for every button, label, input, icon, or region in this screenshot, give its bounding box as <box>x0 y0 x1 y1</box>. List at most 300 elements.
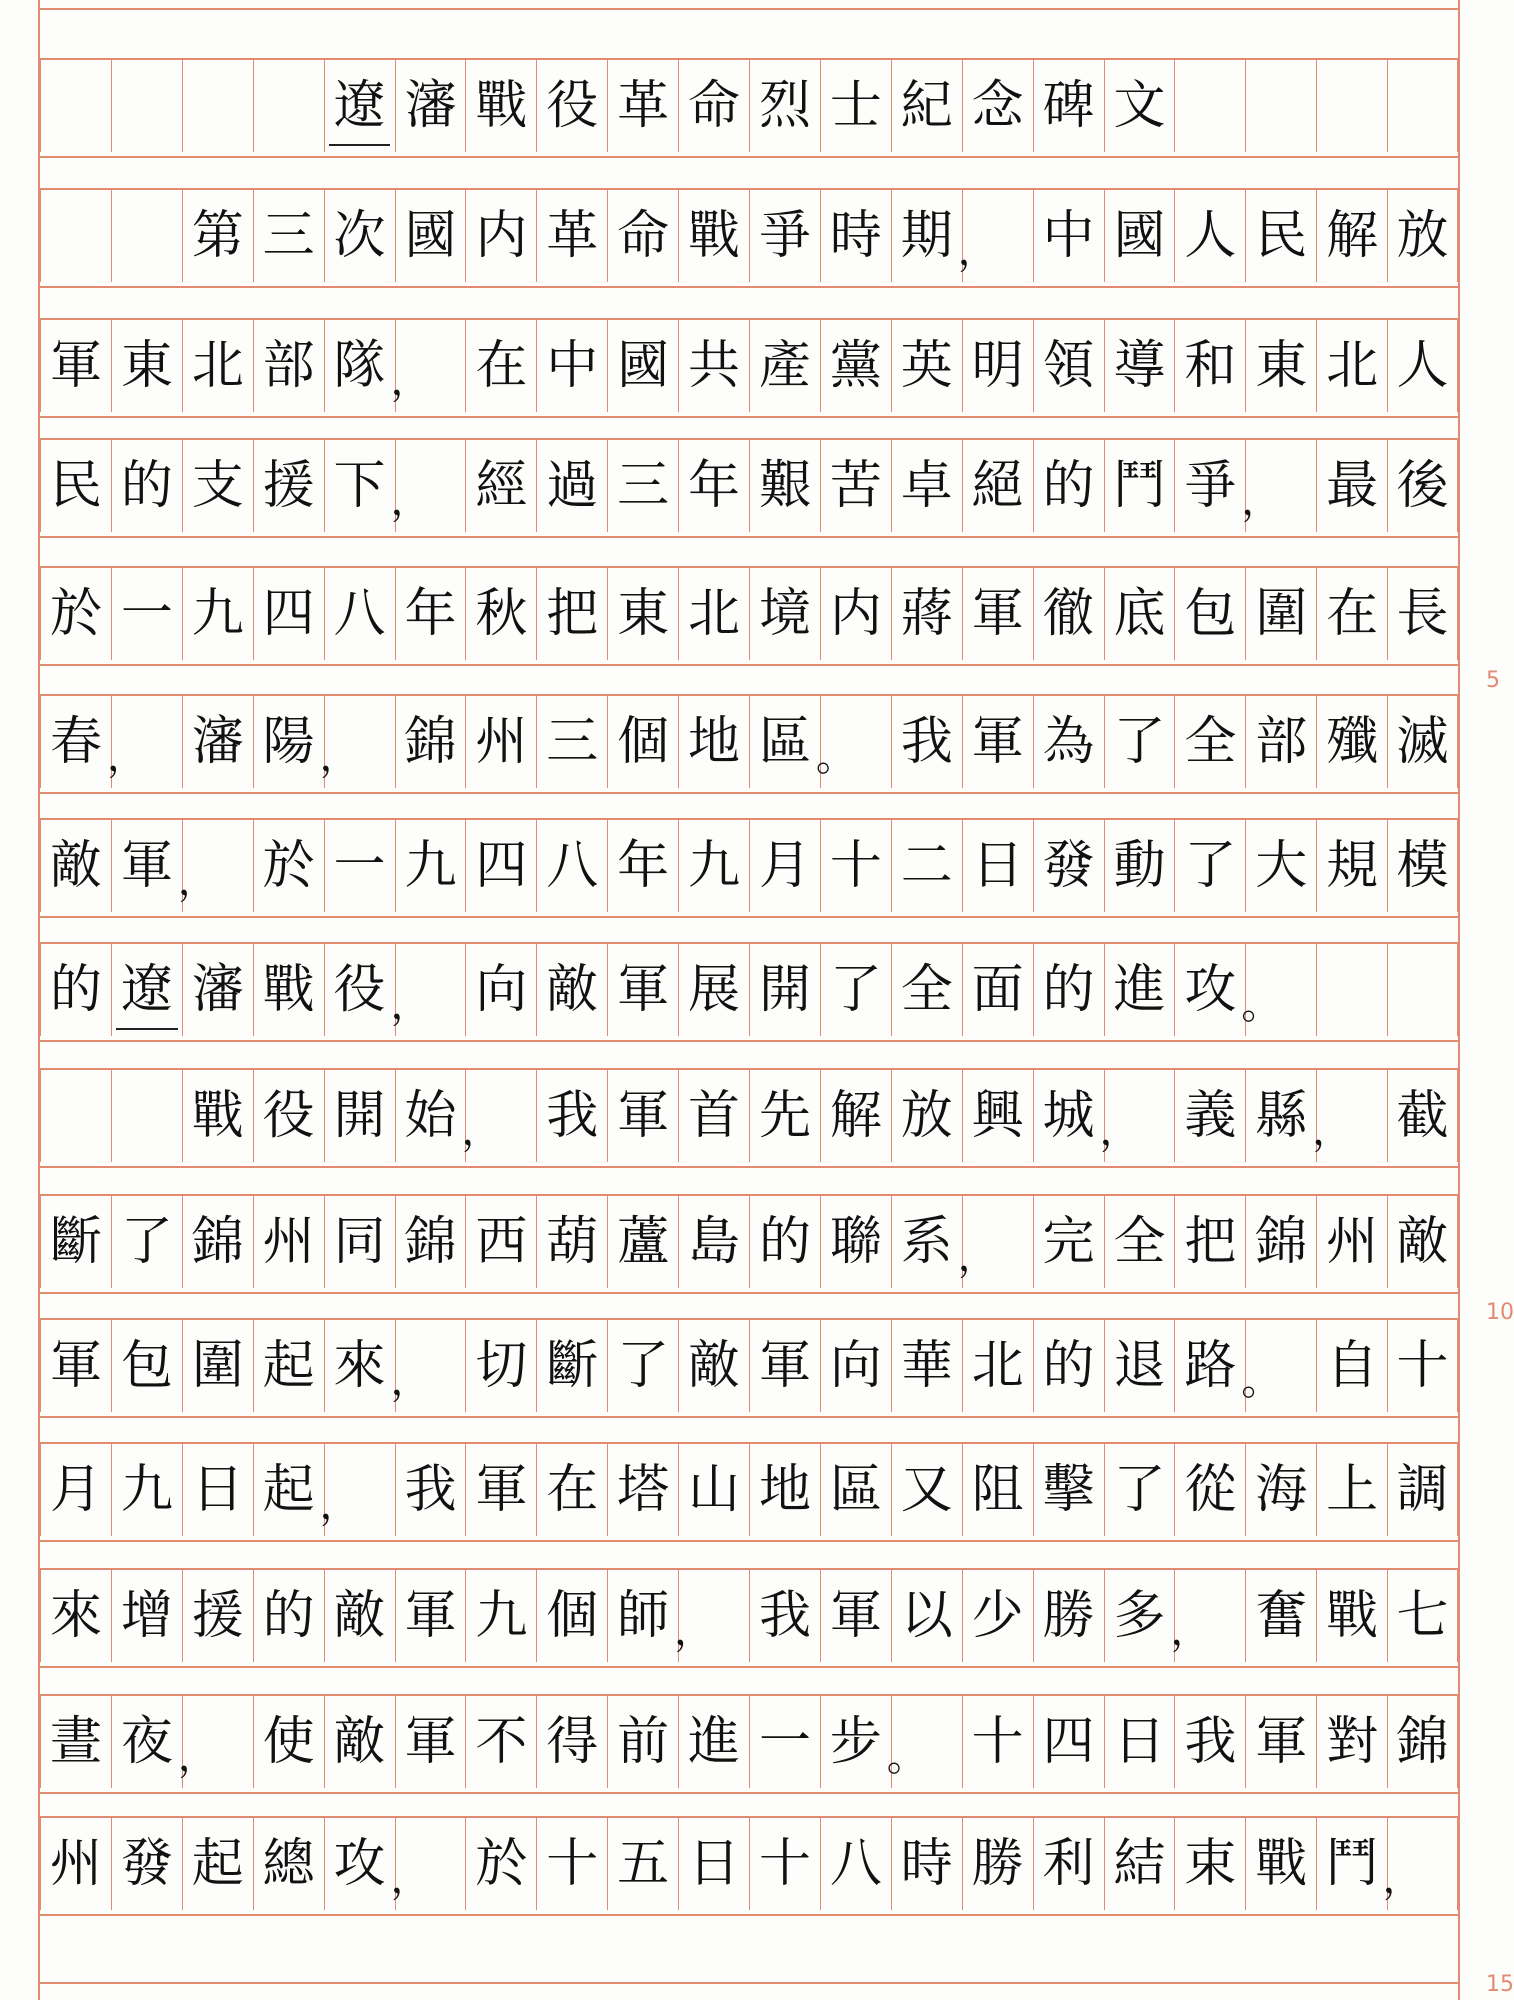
character: 了 <box>1184 836 1237 896</box>
character-cell <box>607 1696 678 1788</box>
character: 民 <box>49 456 102 516</box>
character-cell <box>1033 944 1104 1036</box>
empty-cell <box>1245 60 1316 152</box>
character-cell <box>111 1196 182 1288</box>
character-cell <box>1387 1320 1458 1412</box>
character: 的 <box>120 456 173 516</box>
character-cell <box>111 1570 182 1662</box>
margin-line-number-5: 5 <box>1486 668 1500 693</box>
punctuation-mark: ， <box>674 1608 715 1654</box>
character: 步 <box>829 1712 882 1772</box>
character-cell <box>607 320 678 412</box>
text-row <box>40 1070 1458 1162</box>
character: 來 <box>49 1586 102 1646</box>
character-cell <box>536 944 607 1036</box>
character: 北 <box>1326 336 1379 396</box>
character: 戰 <box>475 76 528 136</box>
character-cell <box>1174 568 1245 660</box>
character: 以 <box>900 1586 953 1646</box>
character: 不 <box>475 1712 528 1772</box>
character-cell <box>891 1818 962 1910</box>
character-cell <box>820 1444 891 1536</box>
punctuation-mark: 。 <box>886 1734 927 1780</box>
character: 軍 <box>404 1586 457 1646</box>
margin-line-number-15: 15 <box>1486 1972 1514 1997</box>
character-cell <box>1033 1070 1104 1162</box>
character: 的 <box>1042 456 1095 516</box>
title-underline <box>329 144 391 146</box>
character: 陽 <box>262 712 315 772</box>
character: 時 <box>900 1834 953 1894</box>
margin-line-number-10: 10 <box>1486 1300 1514 1325</box>
character: 敵 <box>688 1336 741 1396</box>
character-cell <box>1174 1818 1245 1910</box>
character: 包 <box>120 1336 173 1396</box>
character: 軍 <box>49 336 102 396</box>
character: 蘆 <box>617 1212 670 1272</box>
character: 奮 <box>1255 1586 1308 1646</box>
character-cell <box>1316 568 1387 660</box>
character-cell <box>111 1444 182 1536</box>
row-separator-band <box>40 156 1458 190</box>
character: 人 <box>1396 336 1449 396</box>
character-cell <box>1245 1444 1316 1536</box>
character: 七 <box>1396 1586 1449 1646</box>
character-cell <box>395 1444 466 1536</box>
character-cell <box>1104 944 1175 1036</box>
character: 圍 <box>191 1336 244 1396</box>
character: 圍 <box>1255 584 1308 644</box>
character: 東 <box>617 584 670 644</box>
character-cell <box>465 320 536 412</box>
character-cell <box>1245 190 1316 282</box>
character-cell <box>678 1444 749 1536</box>
character: 三 <box>617 456 670 516</box>
character: 月 <box>758 836 811 896</box>
empty-cell <box>40 1070 111 1162</box>
character: 調 <box>1396 1460 1449 1520</box>
character-cell <box>1174 820 1245 912</box>
character-cell <box>1241 944 1316 1036</box>
character: 海 <box>1255 1460 1308 1520</box>
character: 部 <box>262 336 315 396</box>
character-cell <box>749 1696 820 1788</box>
character: 四 <box>1042 1712 1095 1772</box>
character: 聯 <box>829 1212 882 1272</box>
character: 後 <box>1396 456 1449 516</box>
character-cell <box>1316 696 1387 788</box>
character: 西 <box>475 1212 528 1272</box>
character: 我 <box>758 1586 811 1646</box>
character-cell <box>1316 320 1387 412</box>
punctuation-mark: ， <box>390 1856 431 1902</box>
character-cell <box>40 440 111 532</box>
character: 九 <box>688 836 741 896</box>
character-cell <box>678 1070 749 1162</box>
character: 五 <box>617 1834 670 1894</box>
character: 同 <box>333 1212 386 1272</box>
character-cell <box>820 1696 891 1788</box>
character-cell <box>1033 1818 1104 1910</box>
character-cell <box>962 696 1033 788</box>
character: 展 <box>688 960 741 1020</box>
text-row <box>40 1570 1458 1662</box>
character: 攻 <box>1184 960 1237 1020</box>
character: 自 <box>1326 1336 1379 1396</box>
character-cell <box>319 1444 395 1536</box>
character-cell <box>182 696 253 788</box>
character: 在 <box>1326 584 1379 644</box>
character: 四 <box>262 584 315 644</box>
character-cell <box>1316 820 1387 912</box>
character: 支 <box>191 456 244 516</box>
character: 起 <box>262 1336 315 1396</box>
character-cell <box>395 696 466 788</box>
character-cell <box>1033 696 1104 788</box>
character: 進 <box>1113 960 1166 1020</box>
character-cell <box>678 944 749 1036</box>
character: 日 <box>971 836 1024 896</box>
character: 絕 <box>971 456 1024 516</box>
character-cell <box>962 1818 1033 1910</box>
character: 二 <box>900 836 953 896</box>
character: 勝 <box>1042 1586 1095 1646</box>
character-cell <box>536 820 607 912</box>
character-cell <box>177 820 253 912</box>
text-row <box>40 1444 1458 1536</box>
character: 我 <box>1184 1712 1237 1772</box>
character-cell <box>465 1570 536 1662</box>
character-cell <box>1241 440 1316 532</box>
character-cell <box>1387 568 1458 660</box>
character: 十 <box>829 836 882 896</box>
character: 北 <box>688 584 741 644</box>
character: 結 <box>1113 1834 1166 1894</box>
character-cell <box>465 190 536 282</box>
character: 晝 <box>49 1712 102 1772</box>
character-cell <box>324 820 395 912</box>
character: 九 <box>404 836 457 896</box>
character: 路 <box>1184 1336 1237 1396</box>
character-cell <box>1387 1444 1458 1536</box>
character-cell <box>820 944 891 1036</box>
character: 瀋 <box>191 712 244 772</box>
character-cell <box>390 440 466 532</box>
character: 州 <box>49 1834 102 1894</box>
empty-cell <box>1387 944 1458 1036</box>
character-cell <box>820 1320 891 1412</box>
character: 使 <box>262 1712 315 1772</box>
text-row <box>40 1696 1458 1788</box>
character: 人 <box>1184 206 1237 266</box>
character-cell <box>749 820 820 912</box>
character: 命 <box>617 206 670 266</box>
character-cell <box>1104 440 1175 532</box>
character: 塔 <box>617 1460 670 1520</box>
character: 碑 <box>1042 76 1095 136</box>
character-cell <box>749 1444 820 1536</box>
character: 役 <box>333 960 386 1020</box>
character: 放 <box>1396 206 1449 266</box>
character: 錦 <box>404 712 457 772</box>
punctuation-mark: ， <box>390 1358 431 1404</box>
character-cell <box>1174 944 1245 1036</box>
character: 和 <box>1184 336 1237 396</box>
character: 瀋 <box>191 960 244 1020</box>
character: 動 <box>1113 836 1166 896</box>
punctuation-mark: ， <box>319 734 360 780</box>
character: 前 <box>617 1712 670 1772</box>
row-separator-band <box>40 664 1458 696</box>
character: 斷 <box>546 1336 599 1396</box>
empty-cell <box>111 190 182 282</box>
empty-cell <box>253 60 324 152</box>
punctuation-mark: ， <box>1382 1856 1423 1902</box>
punctuation-mark: 。 <box>1241 982 1282 1028</box>
character: 來 <box>333 1336 386 1396</box>
character-cell <box>1245 568 1316 660</box>
character-cell <box>106 696 182 788</box>
character-cell <box>536 1444 607 1536</box>
character: 從 <box>1184 1460 1237 1520</box>
title-row <box>40 60 1458 152</box>
character-cell <box>891 820 962 912</box>
character: 開 <box>333 1086 386 1146</box>
character-cell <box>678 1320 749 1412</box>
empty-cell <box>1316 60 1387 152</box>
character-cell <box>891 1444 962 1536</box>
empty-cell <box>1387 60 1458 152</box>
character: 國 <box>404 206 457 266</box>
character: 敵 <box>49 836 102 896</box>
character: 秋 <box>475 584 528 644</box>
character: 錦 <box>1396 1712 1449 1772</box>
character: 十 <box>758 1834 811 1894</box>
character: 黨 <box>829 336 882 396</box>
text-row <box>40 820 1458 912</box>
character-cell <box>395 1196 466 1288</box>
character-cell <box>891 1570 962 1662</box>
character: 念 <box>971 76 1024 136</box>
character-cell <box>536 1696 607 1788</box>
character-cell <box>678 320 749 412</box>
row-separator-band <box>40 1792 1458 1818</box>
character-cell <box>253 1070 324 1162</box>
character-cell <box>1104 1320 1175 1412</box>
character-cell <box>1387 1696 1458 1788</box>
character: 苦 <box>829 456 882 516</box>
character: 敵 <box>333 1586 386 1646</box>
character: 軍 <box>404 1712 457 1772</box>
text-row <box>40 1818 1458 1910</box>
character-cell <box>607 696 678 788</box>
character: 國 <box>617 336 670 396</box>
character: 個 <box>546 1586 599 1646</box>
punctuation-mark: ， <box>1312 1108 1353 1154</box>
character: 革 <box>617 76 670 136</box>
character-cell <box>815 696 891 788</box>
punctuation-mark: ， <box>461 1108 502 1154</box>
character-cell <box>465 820 536 912</box>
character: 的 <box>758 1212 811 1272</box>
character: 年 <box>617 836 670 896</box>
character: 蔣 <box>900 584 953 644</box>
character-cell <box>891 440 962 532</box>
empty-cell <box>111 1070 182 1162</box>
row-separator-band <box>40 536 1458 568</box>
character-cell <box>324 320 395 412</box>
character-cell <box>324 190 395 282</box>
character: 攻 <box>333 1834 386 1894</box>
empty-cell <box>1316 944 1387 1036</box>
character-cell <box>40 320 111 412</box>
character: 州 <box>262 1212 315 1272</box>
character: 瀋 <box>404 76 457 136</box>
character-cell <box>820 320 891 412</box>
character: 面 <box>971 960 1024 1020</box>
character-cell <box>536 190 607 282</box>
character-cell <box>395 1570 466 1662</box>
character-cell <box>40 568 111 660</box>
character-cell <box>749 1196 820 1288</box>
character: 遼 <box>120 960 173 1020</box>
character-cell <box>1104 696 1175 788</box>
character-cell <box>1170 1570 1245 1662</box>
character-cell <box>390 1320 466 1412</box>
row-separator-band <box>40 1914 1458 1984</box>
character-cell <box>749 1570 820 1662</box>
character-cell <box>465 1818 536 1910</box>
character: 時 <box>829 206 882 266</box>
character-cell <box>1104 568 1175 660</box>
punctuation-mark: ， <box>390 982 431 1028</box>
character-cell <box>749 60 820 152</box>
character-cell <box>962 1070 1033 1162</box>
punctuation-mark: ， <box>1170 1608 1211 1654</box>
character: 軍 <box>617 960 670 1020</box>
character: 三 <box>546 712 599 772</box>
character: 日 <box>1113 1712 1166 1772</box>
character-cell <box>891 1320 962 1412</box>
character: 的 <box>262 1586 315 1646</box>
text-row <box>40 568 1458 660</box>
character: 華 <box>900 1336 953 1396</box>
character: 英 <box>900 336 953 396</box>
character-cell <box>678 820 749 912</box>
character: 隊 <box>333 336 386 396</box>
character-cell <box>182 190 253 282</box>
character-cell <box>1316 1196 1387 1288</box>
character-cell <box>1174 1696 1245 1788</box>
character-cell <box>253 944 324 1036</box>
character: 國 <box>1113 206 1166 266</box>
character-cell <box>1174 696 1245 788</box>
character: 年 <box>688 456 741 516</box>
row-separator-band <box>40 416 1458 440</box>
character-cell <box>395 820 466 912</box>
name-underline <box>116 1028 178 1030</box>
row-separator-band <box>40 1416 1458 1444</box>
character-cell <box>1316 1444 1387 1536</box>
character-cell <box>962 568 1033 660</box>
character-cell <box>324 60 395 152</box>
character-cell <box>253 1444 324 1536</box>
character: 北 <box>971 1336 1024 1396</box>
character-cell <box>820 1818 891 1910</box>
character-cell <box>1104 1818 1175 1910</box>
character-cell <box>749 440 820 532</box>
character: 東 <box>120 336 173 396</box>
character: 了 <box>1113 712 1166 772</box>
character-cell <box>182 944 253 1036</box>
character-cell <box>253 1818 324 1910</box>
character-cell <box>1033 1444 1104 1536</box>
character: 鬥 <box>1326 1834 1379 1894</box>
character: 一 <box>120 584 173 644</box>
punctuation-mark: ， <box>957 228 998 274</box>
character-cell <box>324 1070 395 1162</box>
character: 總 <box>262 1834 315 1894</box>
character-cell <box>886 1696 962 1788</box>
character: 援 <box>191 1586 244 1646</box>
character-cell <box>1241 1320 1316 1412</box>
character: 經 <box>475 456 528 516</box>
character: 發 <box>1042 836 1095 896</box>
character: 城 <box>1042 1086 1095 1146</box>
character-cell <box>253 1320 324 1412</box>
character-cell <box>182 1320 253 1412</box>
character: 導 <box>1113 336 1166 396</box>
character: 截 <box>1396 1086 1449 1146</box>
character-cell <box>1033 1320 1104 1412</box>
character: 春 <box>49 712 102 772</box>
character: 九 <box>191 584 244 644</box>
character-cell <box>749 568 820 660</box>
character: 師 <box>617 1586 670 1646</box>
character-cell <box>324 568 395 660</box>
character: 十 <box>971 1712 1024 1772</box>
character-cell <box>1387 1196 1458 1288</box>
character: 次 <box>333 206 386 266</box>
character-cell <box>749 1818 820 1910</box>
punctuation-mark: ， <box>1241 478 1282 524</box>
character-cell <box>820 820 891 912</box>
text-row <box>40 190 1458 282</box>
character: 役 <box>546 76 599 136</box>
character-cell <box>1104 320 1175 412</box>
character: 區 <box>758 712 811 772</box>
character: 過 <box>546 456 599 516</box>
character-cell <box>1104 1696 1175 1788</box>
punctuation-mark: ， <box>106 734 147 780</box>
character: 島 <box>688 1212 741 1272</box>
character-cell <box>182 320 253 412</box>
character-cell <box>1174 320 1245 412</box>
character-cell <box>1245 820 1316 912</box>
character-cell <box>1174 190 1245 282</box>
character-cell <box>111 820 182 912</box>
character-cell <box>678 60 749 152</box>
empty-cell <box>111 60 182 152</box>
character-cell <box>182 1570 253 1662</box>
character: 下 <box>333 456 386 516</box>
character: 切 <box>475 1336 528 1396</box>
character-cell <box>678 190 749 282</box>
character: 系 <box>900 1212 953 1272</box>
character-cell <box>253 1696 324 1788</box>
character-cell <box>40 696 111 788</box>
character-cell <box>40 944 111 1036</box>
